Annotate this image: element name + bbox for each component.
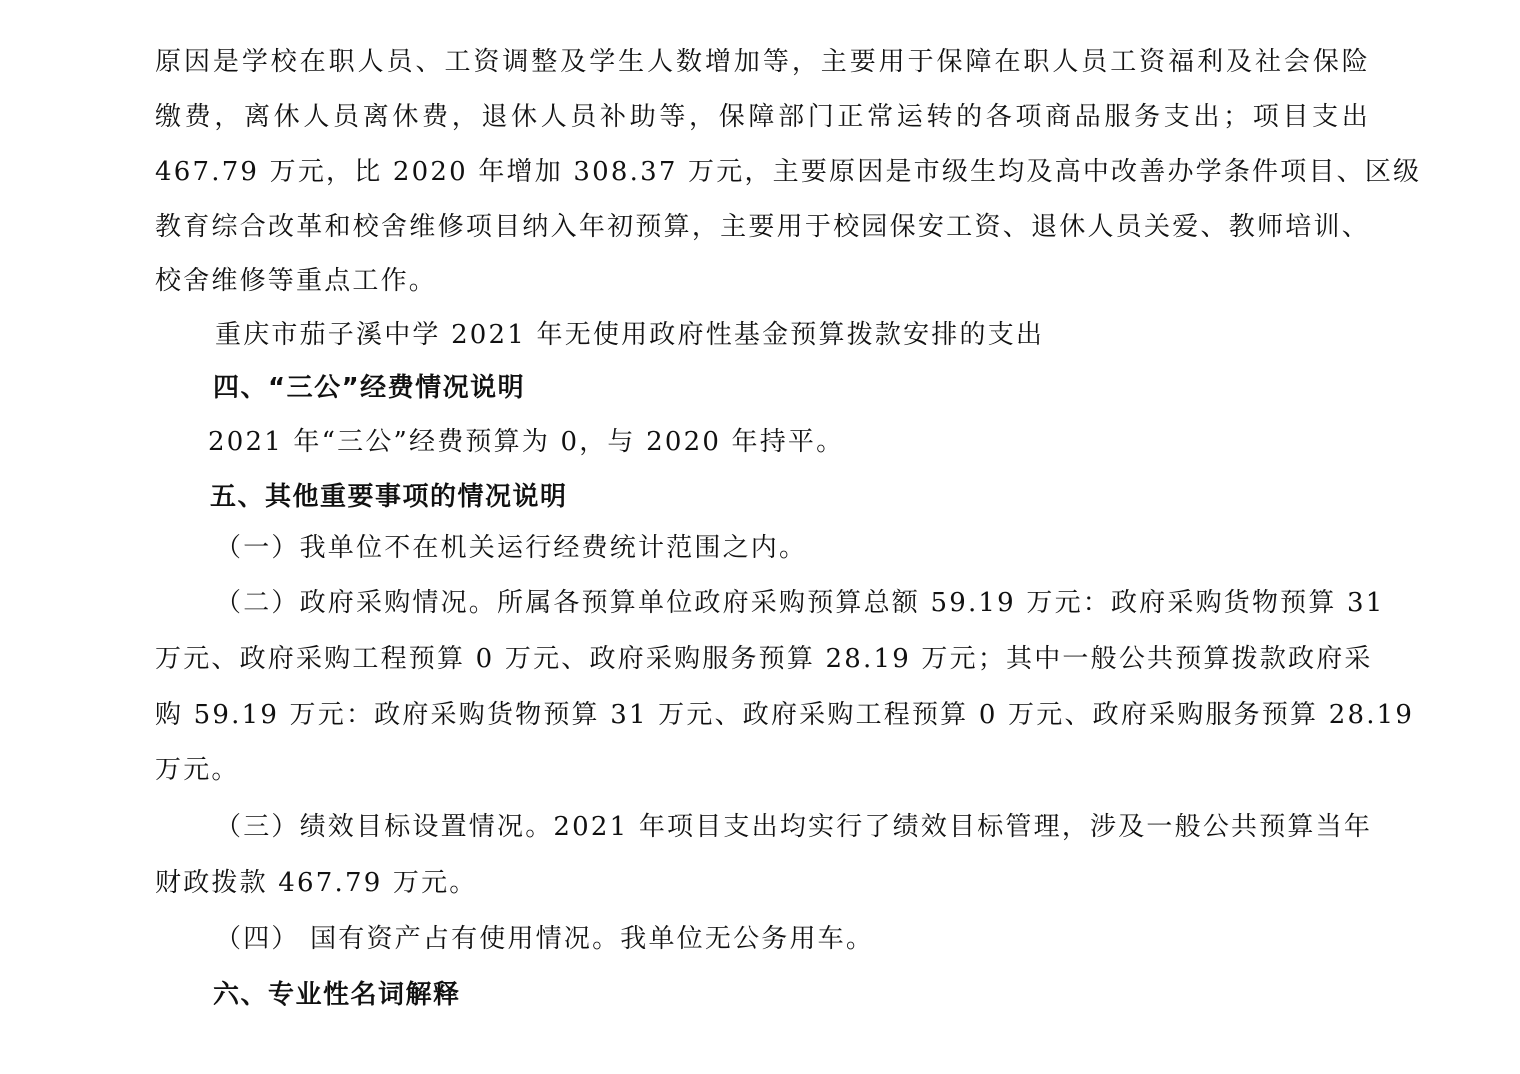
section-5-item-2-line: （二）政府采购情况。所属各预算单位政府采购预算总额 59.19 万元：政府采购货物预算 31	[215, 588, 1385, 618]
paragraph-line: 缴费，离休人员离休费，退休人员补助等，保障部门正常运转的各项商品服务支出；项目支出	[155, 102, 1370, 132]
section-5-item-3-line: （三）绩效目标设置情况。2021 年项目支出均实行了绩效目标管理，涉及一般公共预算当年	[215, 812, 1373, 842]
section-5-item-2-line: 万元。	[155, 755, 240, 785]
gov-fund-note: 重庆市茄子溪中学 2021 年无使用政府性基金预算拨款安排的支出	[215, 320, 1045, 350]
section-5-item-2-line: 购 59.19 万元：政府采购货物预算 31 万元、政府采购工程预算 0 万元、政府采购服务预算 28.19	[155, 700, 1415, 730]
section-5-item-3-line: 财政拨款 467.79 万元。	[155, 868, 478, 898]
section-4-heading: 四、“三公”经费情况说明	[213, 373, 526, 403]
paragraph-line: 校舍维修等重点工作。	[155, 266, 438, 296]
section-5-item-1: （一）我单位不在机关运行经费统计范围之内。	[215, 533, 808, 563]
section-5-item-4: （四） 国有资产占有使用情况。我单位无公务用车。	[215, 924, 875, 954]
section-6-heading: 六、专业性名词解释	[213, 980, 461, 1010]
section-5-item-2-line: 万元、政府采购工程预算 0 万元、政府采购服务预算 28.19 万元；其中一般公共预算拨款政府采	[155, 644, 1373, 674]
section-4-text: 2021 年“三公”经费预算为 0，与 2020 年持平。	[208, 427, 845, 457]
section-5-heading: 五、其他重要事项的情况说明	[210, 482, 568, 512]
paragraph-line: 原因是学校在职人员、工资调整及学生人数增加等，主要用于保障在职人员工资福利及社会保险	[155, 47, 1370, 77]
paragraph-line: 467.79 万元，比 2020 年增加 308.37 万元，主要原因是市级生均及高中改善办学条件项目、区级	[155, 157, 1422, 187]
paragraph-line: 教育综合改革和校舍维修项目纳入年初预算，主要用于校园保安工资、退休人员关爱、教师培训、	[155, 212, 1370, 242]
